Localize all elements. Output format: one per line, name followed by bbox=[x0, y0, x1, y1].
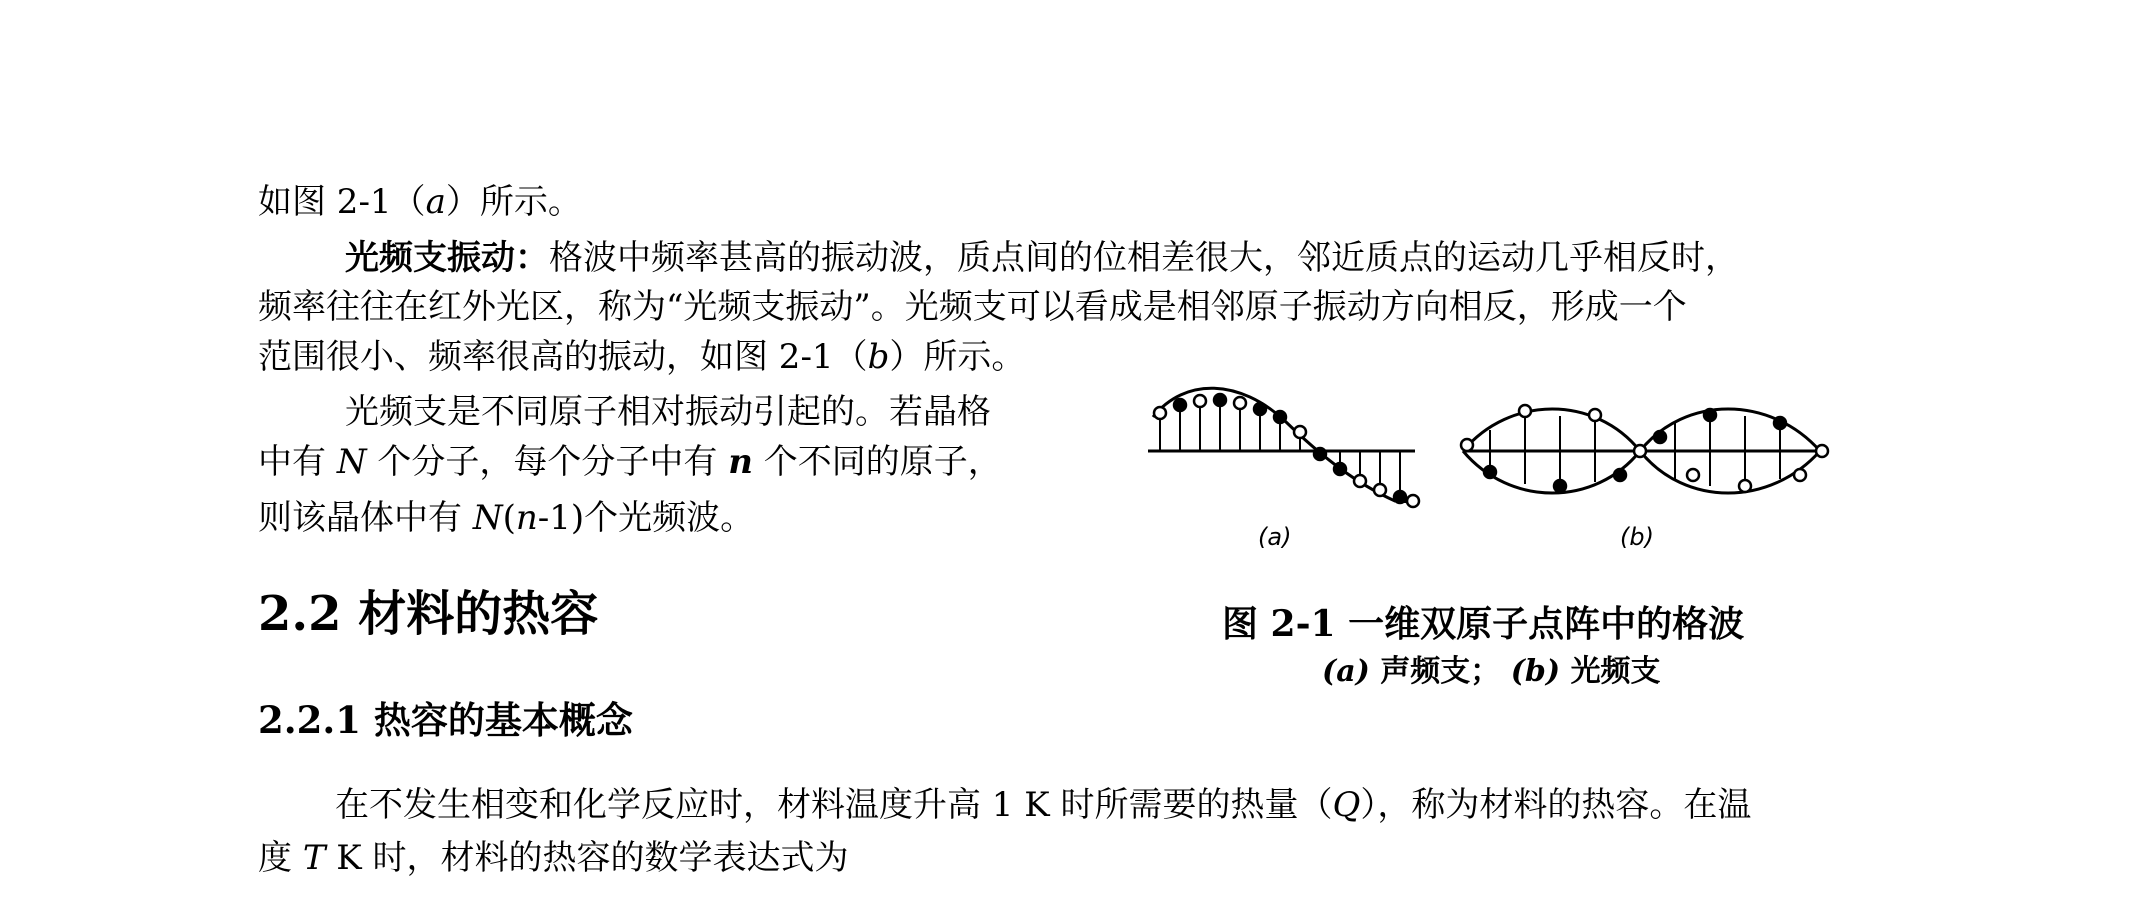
section-heading: 2.2 材料的热容 bbox=[258, 586, 599, 642]
text-span: n bbox=[515, 498, 538, 538]
text-span: ( bbox=[502, 498, 516, 538]
text-span: ）所示。 bbox=[445, 182, 582, 222]
text-span: 个不同的原子， bbox=[752, 442, 1002, 482]
text-line: 光频支是不同原子相对振动引起的。若晶格 bbox=[345, 392, 991, 432]
text-span: b bbox=[867, 337, 890, 377]
text-span: N bbox=[472, 498, 503, 538]
text-span: -1)个光频波。 bbox=[537, 498, 755, 538]
text-span: 范围很小、频率很高的振动，如图 2-1（ bbox=[258, 337, 868, 377]
lattice-wave-figure bbox=[1145, 385, 1845, 560]
bold-term: 光频支振动： bbox=[345, 238, 549, 278]
text-span: 个分子，每个分子中有 bbox=[366, 442, 729, 482]
subcaption-text: 声频支； bbox=[1380, 654, 1501, 689]
text-span: K 时，材料的热容的数学表达式为 bbox=[325, 838, 849, 878]
text-span: n bbox=[728, 442, 753, 482]
text-line bbox=[258, 838, 849, 878]
text-line bbox=[258, 498, 754, 538]
subcaption-text: 光频支 bbox=[1570, 654, 1661, 689]
text-span: Q bbox=[1332, 785, 1361, 825]
text-span: 如图 2-1（ bbox=[258, 182, 426, 222]
text-span: ），称为材料的热容。在温 bbox=[1360, 785, 1752, 825]
figure-label-a: (a) bbox=[1258, 523, 1292, 551]
text-line bbox=[258, 182, 582, 222]
subcaption-mark: (b) bbox=[1510, 654, 1561, 689]
text-line bbox=[335, 785, 1751, 825]
text-span: 在不发生相变和化学反应时，材料温度升高 1 K 时所需要的热量（ bbox=[335, 785, 1333, 825]
text-line: 频率往往在红外光区，称为“光频支振动”。光频支可以看成是相邻原子振动方向相反，形成一个 bbox=[258, 287, 1687, 327]
text-span: 格波中频率甚高的振动波，质点间的位相差很大，邻近质点的运动几乎相反时， bbox=[549, 238, 1739, 278]
text-line bbox=[345, 238, 1739, 278]
text-span: 中有 bbox=[258, 442, 337, 482]
optical-branch-diagram bbox=[1461, 405, 1828, 493]
figure-label-b: (b) bbox=[1620, 523, 1654, 551]
text-span: a bbox=[425, 182, 446, 222]
subsection-heading: 2.2.1 热容的基本概念 bbox=[258, 698, 633, 742]
figure-subcaption bbox=[1322, 646, 1661, 690]
acoustic-branch-diagram bbox=[1148, 388, 1419, 507]
text-span: N bbox=[336, 442, 367, 482]
text-span: 则该晶体中有 bbox=[258, 498, 473, 538]
figure-caption: 图 2-1 一维双原子点阵中的格波 bbox=[1222, 603, 1745, 645]
text-span: 度 bbox=[258, 838, 303, 878]
text-line bbox=[258, 442, 1002, 482]
text-span: ）所示。 bbox=[889, 337, 1026, 377]
subcaption-mark: (a) bbox=[1322, 654, 1370, 689]
text-span: T bbox=[302, 838, 326, 878]
text-line bbox=[258, 337, 1025, 377]
